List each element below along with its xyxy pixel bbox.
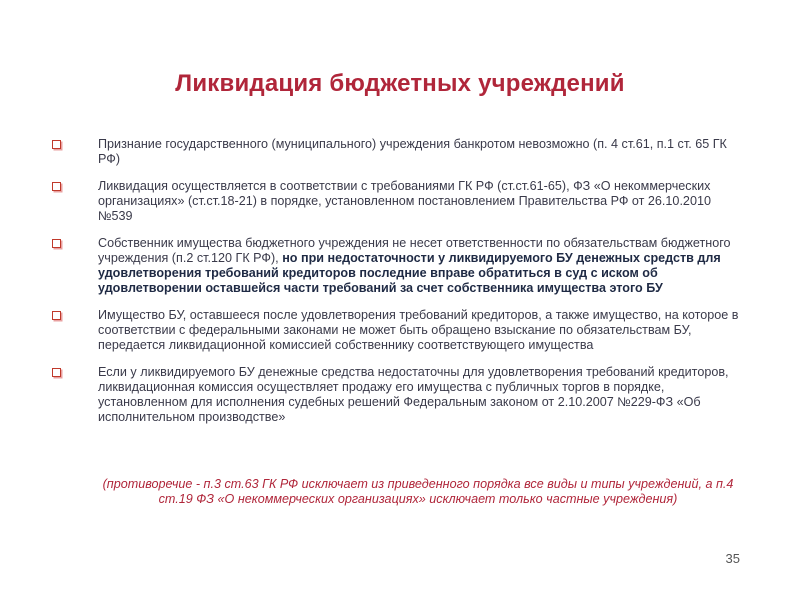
square-bullet-icon [52,368,61,377]
bullet-text: Ликвидация осуществляется в соответствии с требованиями ГК РФ (ст.ст.61-65), ФЗ «О некоммерческих организациях» (ст.ст.18-21) в порядке, установленном постановлением Правительства РФ от 26.10.2010 №539 [98,179,711,223]
bullet-text: Признание государственного (муниципального) учреждения банкротом невозможно (п. 4 ст.61, п.1 ст. 65 ГК РФ) [98,137,727,166]
bullet-text: Если у ликвидируемого БУ денежные средства недостаточны для удовлетворения требований кредиторов, ликвидационная комиссия осуществляет продажу его имущества с публичных торгов в порядке, установленном для исполнения судебных решений Федеральным законом от 2.10.2007 №229-ФЗ «Об исполнительном производстве» [98,365,729,424]
contradiction-note: (противоречие - п.3 ст.63 ГК РФ исключает из приведенного порядка все виды и типы учреждений, а п.4 ст.19 ФЗ «О некоммерческих организациях» исключает только частные учреждения) [102,477,734,506]
square-bullet-icon [52,311,61,320]
square-bullet-icon [52,239,61,248]
slide-title: Ликвидация бюджетных учреждений [175,70,625,97]
bullet-item [52,365,742,425]
bullet-text: Собственник имущества бюджетного учреждения не несет ответственности по обязательствам бюджетного учреждения (п.2 ст.120 ГК РФ), [98,236,731,265]
bullet-list [52,137,742,437]
bullet-item [52,236,742,296]
bullet-text: Имущество БУ, оставшееся после удовлетворения требований кредиторов, а также имущество, на которое в соответствии с федеральными законами не может быть обращено взыскание по обязательствам БУ, передается ликвидационной комиссией собственнику соответствующего имущества [98,308,739,352]
bullet-item [52,137,742,167]
bullet-item [52,308,742,353]
square-bullet-icon [52,182,61,191]
square-bullet-icon [52,140,61,149]
bullet-bold-text: но при недостаточности у ликвидируемого БУ денежных средств для удовлетворения требований кредиторов последние вправе обратиться в суд с иском об удовлетворении оставшейся части требований за счет собственника имущества этого БУ [98,251,721,295]
page-number: 35 [725,551,740,566]
bullet-item [52,179,742,224]
